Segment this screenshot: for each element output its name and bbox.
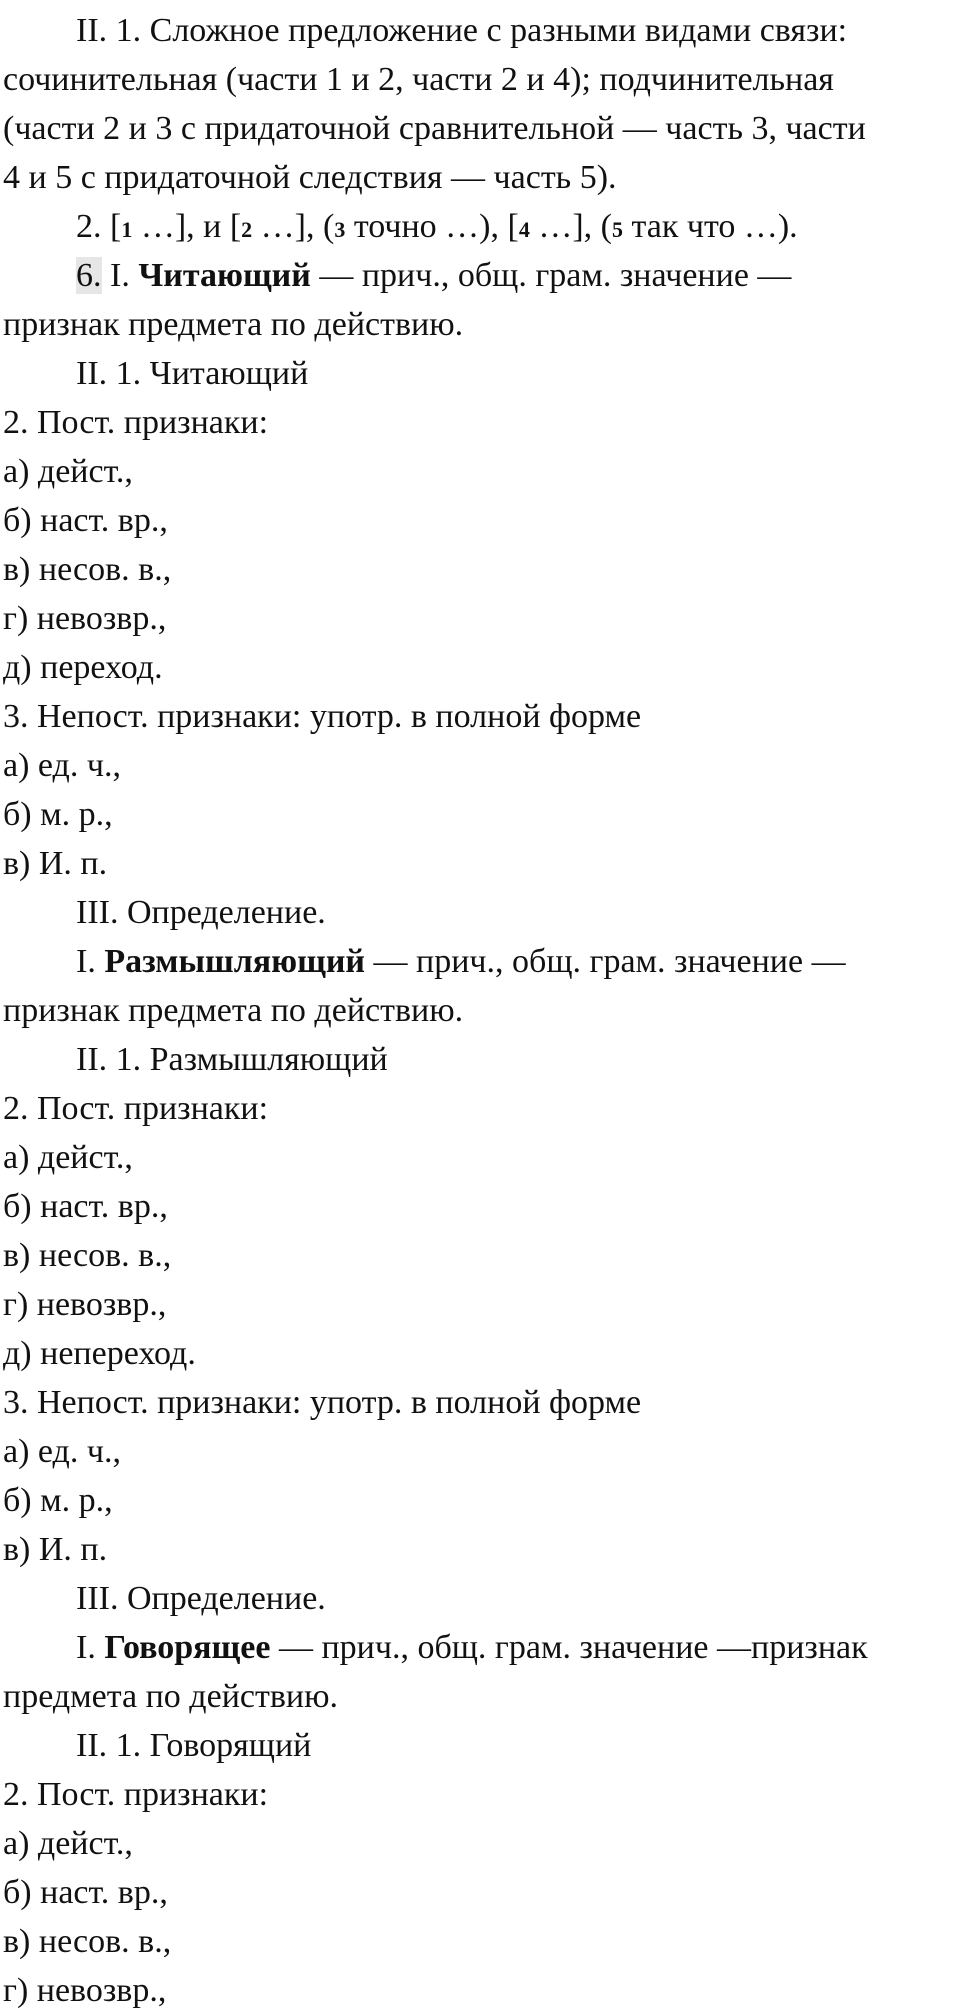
- participle-heading-2: [0, 937, 960, 986]
- roman-numeral: I.: [76, 1629, 105, 1666]
- feature-item: б) наст. вр.,: [3, 1874, 168, 1911]
- task-number: 6.: [76, 257, 102, 294]
- participle-word: Размышляющий: [104, 943, 366, 980]
- feature-item: а) дейст.,: [3, 1139, 133, 1176]
- feature-item: а) дейст.,: [3, 1825, 133, 1862]
- initial-form: II. 1. Размышляющий: [76, 1041, 388, 1078]
- feature-item: д) непереход.: [3, 1335, 196, 1372]
- scheme-text: …], и [: [132, 208, 242, 245]
- sentence-scheme: [0, 202, 960, 251]
- feature-item: в) И. п.: [3, 845, 108, 882]
- scheme-part-number: 2: [241, 217, 253, 242]
- scheme-part-number: 5: [611, 217, 623, 242]
- feature-item: б) м. р.,: [3, 1482, 113, 1519]
- heading-continuation: предмета по действию.: [3, 1678, 338, 1715]
- syntactic-role: III. Определение.: [76, 894, 326, 931]
- nonconstant-features-title: 3. Непост. признаки: употр. в полной форме: [3, 698, 642, 735]
- intro-line-4: 4 и 5 с придаточной следствия — часть 5).: [3, 159, 617, 196]
- scheme-text: так что …).: [622, 208, 798, 245]
- feature-item: б) м. р.,: [3, 796, 113, 833]
- initial-form: II. 1. Читающий: [76, 355, 309, 392]
- scheme-part-number: 3: [334, 217, 346, 242]
- feature-item: в) несов. в.,: [3, 551, 172, 588]
- heading-continuation: признак предмета по действию.: [3, 306, 464, 343]
- intro-line-2: сочинительная (части 1 и 2, части 2 и 4); подчинительная: [3, 61, 834, 98]
- feature-item: а) дейст.,: [3, 453, 133, 490]
- feature-item: б) наст. вр.,: [3, 1188, 168, 1225]
- participle-heading-3: [0, 1623, 960, 1672]
- scheme-text: точно …), [: [345, 208, 519, 245]
- feature-item: б) наст. вр.,: [3, 502, 168, 539]
- intro-line-1: II. 1. Сложное предложение с разными видами связи:: [76, 12, 848, 49]
- heading-continuation: признак предмета по действию.: [3, 992, 464, 1029]
- feature-item: д) переход.: [3, 649, 163, 686]
- nonconstant-features-title: 3. Непост. признаки: употр. в полной форме: [3, 1384, 642, 1421]
- constant-features-title: 2. Пост. признаки:: [3, 1090, 269, 1127]
- heading-rest: — прич., общ. грам. значение —: [365, 943, 846, 980]
- scheme-text: …], (: [252, 208, 335, 245]
- scheme-part-number: 4: [518, 217, 530, 242]
- initial-form: II. 1. Говорящий: [76, 1727, 312, 1764]
- participle-heading-1: [0, 251, 960, 300]
- participle-word: Читающий: [138, 257, 311, 294]
- participle-word: Говорящее: [104, 1629, 271, 1666]
- scheme-text: 2. [: [76, 208, 122, 245]
- feature-item: г) невозвр.,: [3, 1286, 167, 1323]
- feature-item: а) ед. ч.,: [3, 1433, 121, 1470]
- heading-rest: — прич., общ. грам. значение —признак: [270, 1629, 868, 1666]
- feature-item: в) И. п.: [3, 1531, 108, 1568]
- heading-rest: — прич., общ. грам. значение —: [310, 257, 792, 294]
- roman-numeral: I.: [76, 943, 105, 980]
- feature-item: в) несов. в.,: [3, 1923, 172, 1960]
- constant-features-title: 2. Пост. признаки:: [3, 1776, 269, 1813]
- constant-features-title: 2. Пост. признаки:: [3, 404, 269, 441]
- feature-item: г) невозвр.,: [3, 1972, 167, 2009]
- roman-numeral: I.: [101, 257, 139, 294]
- feature-item: в) несов. в.,: [3, 1237, 172, 1274]
- syntactic-role: III. Определение.: [76, 1580, 326, 1617]
- scheme-text: …], (: [529, 208, 612, 245]
- feature-item: г) невозвр.,: [3, 600, 167, 637]
- intro-line-3: (части 2 и 3 с придаточной сравнительной — часть 3, части: [3, 110, 866, 147]
- scheme-part-number: 1: [121, 217, 133, 242]
- feature-item: а) ед. ч.,: [3, 747, 121, 784]
